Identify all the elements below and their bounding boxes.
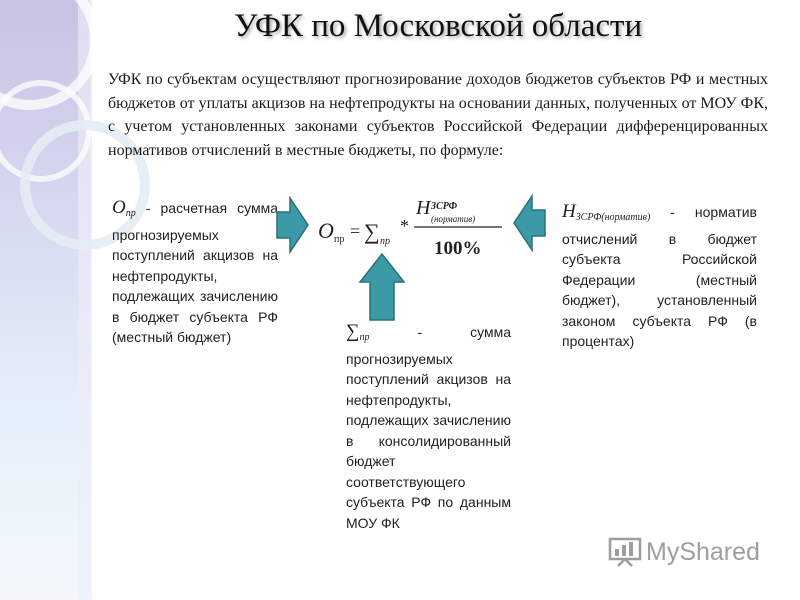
- left-description-text: - расчетная сумма прогнозируемых поступлений акцизов на нефтепродукты, подлежащих зачислению в бюджет субъекта РФ (местный бюджет): [112, 200, 278, 345]
- right-description-text: - норматив отчислений в бюджет субъекта Российской Федерации (местный бюджет), установленный законом субъекта РФ (в процентах): [562, 204, 757, 349]
- formula-denominator: 100%: [434, 238, 482, 259]
- right-pointing-arrow: [276, 196, 310, 254]
- formula-sigma: ∑: [364, 219, 380, 244]
- right-description: [562, 202, 757, 352]
- formula-times: *: [400, 216, 409, 236]
- left-pointing-arrow: [512, 194, 546, 252]
- right-symbol: Н: [562, 201, 576, 222]
- formula-equals: =: [350, 221, 361, 241]
- left-symbol-sub: пр: [125, 208, 136, 219]
- right-symbol-sub: ЗСРФ(норматив): [575, 212, 651, 223]
- left-description: [112, 198, 278, 348]
- watermark: [608, 537, 760, 567]
- formula-lhs-sub: пр: [334, 234, 345, 245]
- formula-numerator-sub: ЗСРФ: [431, 201, 458, 212]
- formula-lhs: О: [318, 218, 334, 243]
- center-description: [346, 322, 511, 533]
- formula-numerator: Н: [416, 197, 431, 219]
- center-symbol-sub: пр: [359, 332, 370, 343]
- slide-title: УФК по Московской области: [234, 8, 643, 44]
- intro-paragraph: УФК по субъектам осуществляют прогнозирование доходов бюджетов субъектов РФ и местных бюджетов от уплаты акцизов на нефтепродукты на основании данных, полученных от МОУ ФК, с учетом установленных законами субъектов Российской Федерации дифференцированных нормативов отчислений в местные бюджеты, по формуле:: [108, 71, 768, 159]
- up-pointing-arrow: [358, 252, 406, 322]
- watermark-text: MyShared: [646, 537, 760, 566]
- formula-numerator-sub2: (норматив): [431, 214, 476, 224]
- formula-sigma-sub: пр: [380, 236, 390, 247]
- left-symbol: О: [112, 197, 126, 218]
- center-symbol: ∑: [346, 321, 360, 342]
- left-decorative-stripe: [78, 0, 92, 600]
- presentation-icon: [608, 537, 642, 567]
- center-description-text: - сумма прогнозируемых поступлений акцизов на нефтепродукты, подлежащих зачислению в консолидированный бюджет соответствующего субъекта РФ по данным МОУ ФК: [346, 324, 511, 531]
